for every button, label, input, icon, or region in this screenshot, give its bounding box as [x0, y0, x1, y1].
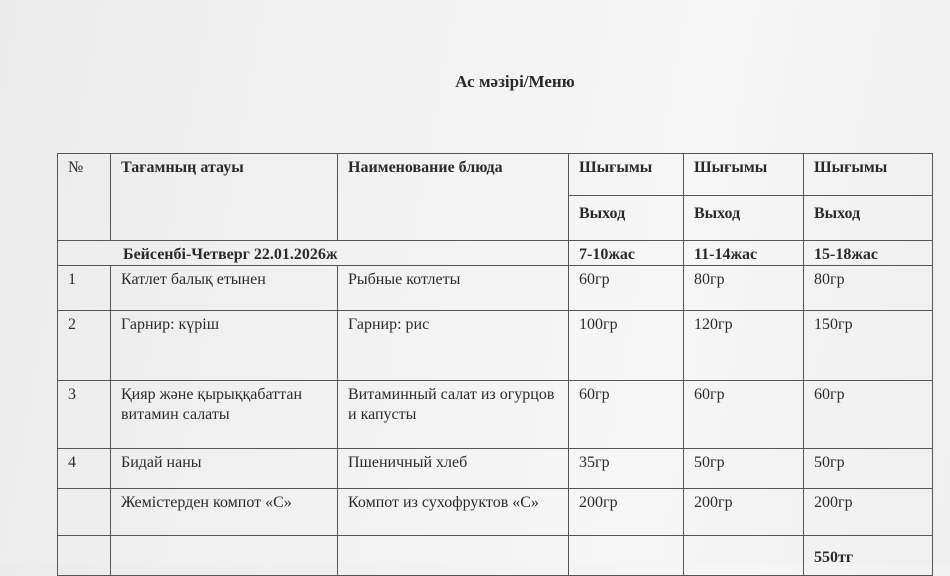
dish-kz: Жемістерден компот «С» [111, 489, 338, 536]
yield-value: 120гр [684, 311, 804, 381]
age-group: 15-18жас [804, 241, 933, 266]
yield-value: 200гр [804, 489, 933, 536]
row-num: 2 [58, 311, 111, 381]
dish-kz: Бидай наны [111, 449, 338, 489]
table-row [58, 449, 933, 489]
header-name-ru: Наименование блюда [338, 154, 569, 241]
yield-value: 150гр [804, 311, 933, 381]
dish-ru: Рыбные котлеты [338, 266, 569, 311]
dish-ru: Витаминный салат из огурцов и капусты [338, 381, 569, 449]
page-title: Ас мәзірі/Меню [455, 72, 575, 91]
dish-kz: Катлет балық етынен [111, 266, 338, 311]
menu-table [57, 153, 933, 576]
header-yield-kz: Шығымы [569, 154, 684, 196]
date-row [58, 241, 933, 266]
header-yield-kz: Шығымы [684, 154, 804, 196]
total-row [58, 536, 933, 576]
age-group: 11-14жас [684, 241, 804, 266]
row-num [58, 489, 111, 536]
header-yield-ru: Выход [684, 196, 804, 241]
row-num: 4 [58, 449, 111, 489]
dish-ru: Компот из сухофруктов «С» [338, 489, 569, 536]
header-row [58, 154, 933, 196]
header-yield-ru: Выход [804, 196, 933, 241]
yield-value: 60гр [569, 266, 684, 311]
dish-kz: Гарнир: күріш [111, 311, 338, 381]
header-name-kz: Тағамның атауы [111, 154, 338, 241]
dish-ru: Гарнир: рис [338, 311, 569, 381]
yield-value: 35гр [569, 449, 684, 489]
yield-value: 60гр [804, 381, 933, 449]
total-price: 550тг [804, 536, 933, 576]
yield-value: 60гр [569, 381, 684, 449]
row-num: 3 [58, 381, 111, 449]
dish-kz: Қияр және қырыққабаттан витамин салаты [111, 381, 338, 449]
age-group: 7-10жас [569, 241, 684, 266]
yield-value: 50гр [804, 449, 933, 489]
date-label: Бейсенбі-Четверг 22.01.2026ж [58, 241, 569, 266]
header-yield-kz: Шығымы [804, 154, 933, 196]
table-row [58, 489, 933, 536]
yield-value: 200гр [684, 489, 804, 536]
dish-ru: Пшеничный хлеб [338, 449, 569, 489]
table-row [58, 381, 933, 449]
yield-value: 80гр [804, 266, 933, 311]
header-yield-ru: Выход [569, 196, 684, 241]
row-num: 1 [58, 266, 111, 311]
yield-value: 100гр [569, 311, 684, 381]
header-num: № [58, 154, 111, 241]
yield-value: 50гр [684, 449, 804, 489]
table-row [58, 311, 933, 381]
yield-value: 60гр [684, 381, 804, 449]
table-row [58, 266, 933, 311]
yield-value: 200гр [569, 489, 684, 536]
yield-value: 80гр [684, 266, 804, 311]
